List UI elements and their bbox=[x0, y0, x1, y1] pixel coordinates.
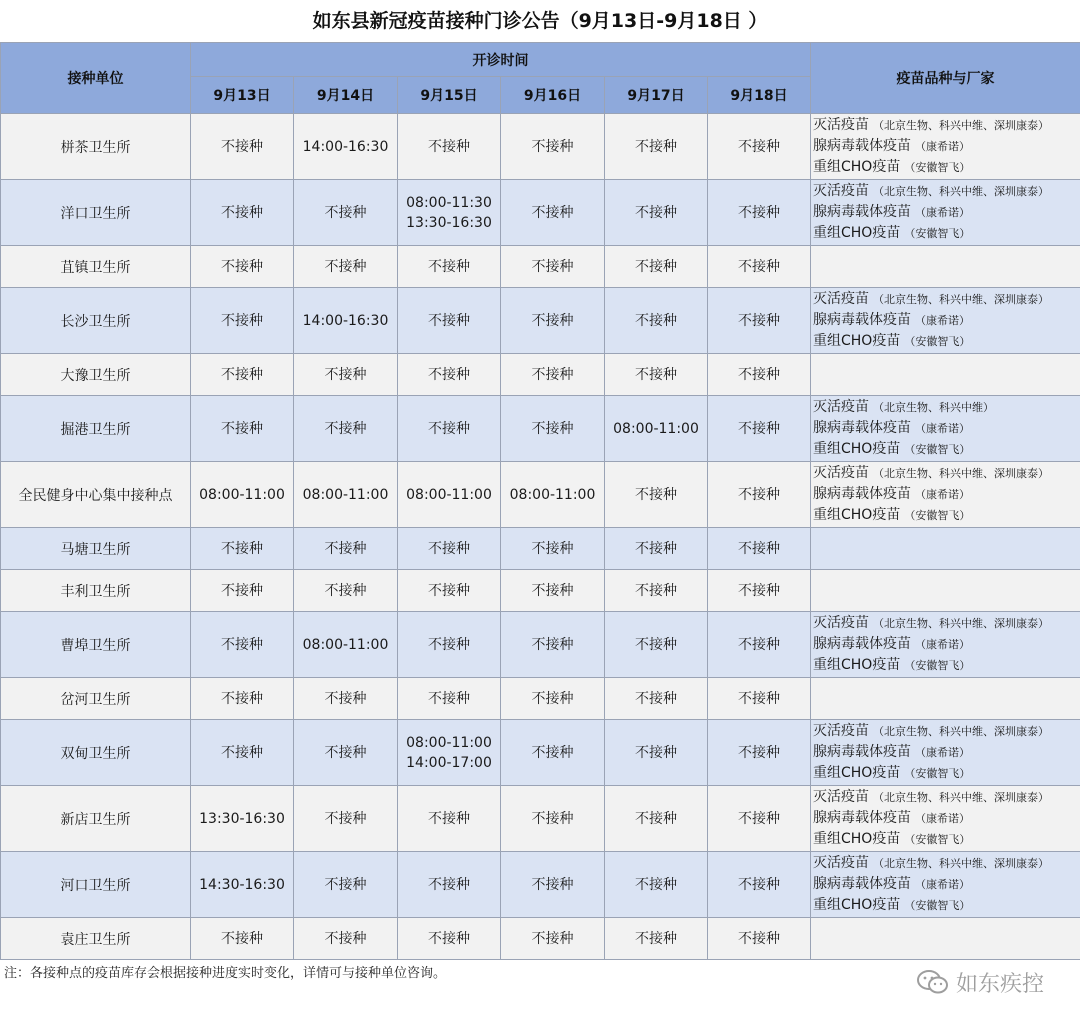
vaccine-line bbox=[813, 721, 1080, 742]
time-cell: 08:00-11:00 bbox=[294, 612, 398, 678]
vaccine-cell bbox=[811, 612, 1080, 678]
vaccine-maker: （安徽智飞） bbox=[904, 161, 971, 174]
unit-name: 岔河卫生所 bbox=[1, 678, 191, 720]
time-cell: 08:00-11:00 bbox=[294, 462, 398, 528]
vaccine-name: 重组CHO疫苗 bbox=[813, 159, 901, 175]
vaccine-line bbox=[813, 157, 1080, 178]
time-cell: 08:00-11:00 bbox=[501, 462, 605, 528]
time-cell: 不接种 bbox=[191, 720, 294, 786]
time-cell: 不接种 bbox=[708, 612, 811, 678]
header-date: 9月16日 bbox=[501, 77, 605, 114]
time-cell: 不接种 bbox=[398, 114, 501, 180]
vaccine-name: 重组CHO疫苗 bbox=[813, 507, 901, 523]
vaccine-maker: （安徽智飞） bbox=[904, 659, 971, 672]
table-row bbox=[1, 114, 1080, 180]
time-cell: 不接种 bbox=[398, 918, 501, 960]
unit-name: 全民健身中心集中接种点 bbox=[1, 462, 191, 528]
unit-name: 双甸卫生所 bbox=[1, 720, 191, 786]
time-cell: 不接种 bbox=[605, 288, 708, 354]
vaccine-cell bbox=[811, 852, 1080, 918]
vaccine-name: 灭活疫苗 bbox=[813, 291, 869, 307]
vaccine-name: 重组CHO疫苗 bbox=[813, 765, 901, 781]
time-cell: 不接种 bbox=[294, 180, 398, 246]
vaccine-maker: （北京生物、科兴中维、深圳康泰） bbox=[873, 857, 1049, 870]
vaccine-cell bbox=[811, 396, 1080, 462]
unit-name: 洋口卫生所 bbox=[1, 180, 191, 246]
time-cell: 不接种 bbox=[398, 528, 501, 570]
time-cell: 不接种 bbox=[605, 570, 708, 612]
unit-name: 曹埠卫生所 bbox=[1, 612, 191, 678]
vaccine-maker: （北京生物、科兴中维、深圳康泰） bbox=[873, 119, 1049, 132]
vaccine-line bbox=[813, 484, 1080, 505]
time-cell: 不接种 bbox=[708, 570, 811, 612]
time-cell: 不接种 bbox=[501, 528, 605, 570]
time-cell: 不接种 bbox=[605, 678, 708, 720]
unit-name: 袁庄卫生所 bbox=[1, 918, 191, 960]
time-cell: 14:30-16:30 bbox=[191, 852, 294, 918]
vaccine-line bbox=[813, 853, 1080, 874]
table-row bbox=[1, 246, 1080, 288]
vaccine-maker: （北京生物、科兴中维） bbox=[873, 401, 994, 414]
vaccine-maker: （康希诺） bbox=[915, 638, 970, 651]
header-date: 9月17日 bbox=[605, 77, 708, 114]
vaccine-line bbox=[813, 829, 1080, 850]
vaccine-cell bbox=[811, 528, 1080, 570]
vaccine-name: 腺病毒载体疫苗 bbox=[813, 420, 911, 436]
schedule-body bbox=[1, 114, 1080, 960]
time-cell: 不接种 bbox=[398, 786, 501, 852]
table-row bbox=[1, 180, 1080, 246]
table-row bbox=[1, 918, 1080, 960]
time-cell: 08:00-11:00 14:00-17:00 bbox=[398, 720, 501, 786]
vaccine-maker: （安徽智飞） bbox=[904, 509, 971, 522]
time-cell: 14:00-16:30 bbox=[294, 288, 398, 354]
vaccine-cell bbox=[811, 570, 1080, 612]
vaccine-maker: （安徽智飞） bbox=[904, 227, 971, 240]
table-row bbox=[1, 396, 1080, 462]
vaccine-name: 重组CHO疫苗 bbox=[813, 897, 901, 913]
vaccine-line bbox=[813, 613, 1080, 634]
time-cell: 不接种 bbox=[501, 114, 605, 180]
time-cell: 不接种 bbox=[501, 720, 605, 786]
header-date: 9月13日 bbox=[191, 77, 294, 114]
table-row bbox=[1, 612, 1080, 678]
vaccine-maker: （安徽智飞） bbox=[904, 767, 971, 780]
vaccine-line bbox=[813, 763, 1080, 784]
vaccine-line bbox=[813, 310, 1080, 331]
vaccine-line bbox=[813, 136, 1080, 157]
time-cell: 不接种 bbox=[398, 852, 501, 918]
time-cell: 不接种 bbox=[191, 612, 294, 678]
time-cell: 不接种 bbox=[501, 180, 605, 246]
time-cell: 不接种 bbox=[294, 246, 398, 288]
vaccine-maker: （康希诺） bbox=[915, 422, 970, 435]
time-cell: 不接种 bbox=[501, 918, 605, 960]
vaccine-name: 重组CHO疫苗 bbox=[813, 831, 901, 847]
vaccine-maker: （康希诺） bbox=[915, 812, 970, 825]
time-cell: 不接种 bbox=[605, 612, 708, 678]
unit-name: 掘港卫生所 bbox=[1, 396, 191, 462]
table-row bbox=[1, 288, 1080, 354]
vaccine-line bbox=[813, 289, 1080, 310]
vaccine-line bbox=[813, 505, 1080, 526]
unit-name: 栟茶卫生所 bbox=[1, 114, 191, 180]
time-cell: 不接种 bbox=[501, 246, 605, 288]
vaccine-cell bbox=[811, 114, 1080, 180]
vaccine-line bbox=[813, 202, 1080, 223]
time-cell: 不接种 bbox=[191, 246, 294, 288]
vaccine-name: 灭活疫苗 bbox=[813, 723, 869, 739]
vaccine-name: 腺病毒载体疫苗 bbox=[813, 312, 911, 328]
time-cell: 不接种 bbox=[398, 678, 501, 720]
time-cell: 不接种 bbox=[294, 918, 398, 960]
vaccine-maker: （康希诺） bbox=[915, 488, 970, 501]
vaccine-line bbox=[813, 787, 1080, 808]
vaccine-name: 灭活疫苗 bbox=[813, 789, 869, 805]
time-cell: 不接种 bbox=[605, 786, 708, 852]
time-cell: 不接种 bbox=[398, 396, 501, 462]
vaccine-line bbox=[813, 115, 1080, 136]
time-cell: 不接种 bbox=[191, 570, 294, 612]
time-cell: 不接种 bbox=[708, 720, 811, 786]
vaccine-name: 腺病毒载体疫苗 bbox=[813, 486, 911, 502]
vaccine-line bbox=[813, 874, 1080, 895]
time-cell: 不接种 bbox=[191, 678, 294, 720]
vaccine-name: 腺病毒载体疫苗 bbox=[813, 876, 911, 892]
header-date: 9月15日 bbox=[398, 77, 501, 114]
vaccine-line bbox=[813, 742, 1080, 763]
vaccine-name: 腺病毒载体疫苗 bbox=[813, 810, 911, 826]
vaccine-name: 腺病毒载体疫苗 bbox=[813, 138, 911, 154]
time-cell: 不接种 bbox=[708, 678, 811, 720]
table-row bbox=[1, 852, 1080, 918]
unit-name: 大豫卫生所 bbox=[1, 354, 191, 396]
vaccine-cell bbox=[811, 462, 1080, 528]
unit-name: 新店卫生所 bbox=[1, 786, 191, 852]
time-cell: 不接种 bbox=[294, 720, 398, 786]
unit-name: 河口卫生所 bbox=[1, 852, 191, 918]
vaccine-cell bbox=[811, 918, 1080, 960]
time-cell: 不接种 bbox=[191, 354, 294, 396]
vaccine-name: 重组CHO疫苗 bbox=[813, 225, 901, 241]
time-cell: 不接种 bbox=[501, 354, 605, 396]
vaccine-line bbox=[813, 418, 1080, 439]
vaccine-line bbox=[813, 331, 1080, 352]
vaccine-maker: （康希诺） bbox=[915, 314, 970, 327]
time-cell: 14:00-16:30 bbox=[294, 114, 398, 180]
table-row bbox=[1, 354, 1080, 396]
time-cell: 不接种 bbox=[605, 720, 708, 786]
vaccine-name: 重组CHO疫苗 bbox=[813, 657, 901, 673]
vaccine-maker: （北京生物、科兴中维、深圳康泰） bbox=[873, 791, 1049, 804]
table-row bbox=[1, 462, 1080, 528]
vaccine-line bbox=[813, 895, 1080, 916]
time-cell: 不接种 bbox=[501, 852, 605, 918]
table-row bbox=[1, 720, 1080, 786]
vaccine-cell bbox=[811, 246, 1080, 288]
wechat-icon bbox=[916, 968, 950, 996]
time-cell: 不接种 bbox=[398, 246, 501, 288]
header-open-time: 开诊时间 bbox=[191, 43, 811, 77]
header-unit: 接种单位 bbox=[1, 43, 191, 114]
vaccine-line bbox=[813, 463, 1080, 484]
time-cell: 不接种 bbox=[501, 612, 605, 678]
time-cell: 不接种 bbox=[605, 462, 708, 528]
table-row bbox=[1, 786, 1080, 852]
vaccine-cell bbox=[811, 354, 1080, 396]
time-cell: 不接种 bbox=[708, 918, 811, 960]
time-cell: 不接种 bbox=[191, 918, 294, 960]
time-cell: 不接种 bbox=[398, 288, 501, 354]
time-cell: 13:30-16:30 bbox=[191, 786, 294, 852]
vaccine-cell bbox=[811, 678, 1080, 720]
vaccine-line bbox=[813, 223, 1080, 244]
table-row bbox=[1, 678, 1080, 720]
time-cell: 不接种 bbox=[191, 528, 294, 570]
vaccine-name: 灭活疫苗 bbox=[813, 855, 869, 871]
vaccine-line bbox=[813, 397, 1080, 418]
time-cell: 不接种 bbox=[708, 246, 811, 288]
unit-name: 马塘卫生所 bbox=[1, 528, 191, 570]
time-cell: 08:00-11:00 bbox=[191, 462, 294, 528]
vaccine-line bbox=[813, 181, 1080, 202]
time-cell: 不接种 bbox=[708, 114, 811, 180]
vaccine-name: 灭活疫苗 bbox=[813, 399, 869, 415]
vaccine-maker: （安徽智飞） bbox=[904, 899, 971, 912]
vaccine-cell bbox=[811, 180, 1080, 246]
time-cell: 不接种 bbox=[605, 852, 708, 918]
vaccine-line bbox=[813, 439, 1080, 460]
vaccine-name: 灭活疫苗 bbox=[813, 465, 869, 481]
header-date: 9月14日 bbox=[294, 77, 398, 114]
vaccine-maker: （安徽智飞） bbox=[904, 335, 971, 348]
vaccine-maker: （北京生物、科兴中维、深圳康泰） bbox=[873, 617, 1049, 630]
time-cell: 不接种 bbox=[398, 570, 501, 612]
vaccine-name: 重组CHO疫苗 bbox=[813, 441, 901, 457]
time-cell: 不接种 bbox=[294, 786, 398, 852]
time-cell: 不接种 bbox=[191, 396, 294, 462]
time-cell: 不接种 bbox=[294, 570, 398, 612]
time-cell: 不接种 bbox=[708, 396, 811, 462]
vaccine-maker: （北京生物、科兴中维、深圳康泰） bbox=[873, 185, 1049, 198]
vaccine-name: 腺病毒载体疫苗 bbox=[813, 744, 911, 760]
vaccine-maker: （康希诺） bbox=[915, 206, 970, 219]
vaccine-line bbox=[813, 655, 1080, 676]
schedule-table bbox=[0, 42, 1080, 960]
time-cell: 不接种 bbox=[605, 180, 708, 246]
header-vaccine: 疫苗品种与厂家 bbox=[811, 43, 1080, 114]
time-cell: 不接种 bbox=[605, 918, 708, 960]
time-cell: 不接种 bbox=[605, 354, 708, 396]
vaccine-maker: （康希诺） bbox=[915, 140, 970, 153]
time-cell: 08:00-11:30 13:30-16:30 bbox=[398, 180, 501, 246]
brand-watermark bbox=[916, 964, 1044, 1000]
time-cell: 不接种 bbox=[501, 678, 605, 720]
vaccine-name: 灭活疫苗 bbox=[813, 183, 869, 199]
time-cell: 不接种 bbox=[191, 180, 294, 246]
vaccine-maker: （康希诺） bbox=[915, 878, 970, 891]
vaccine-name: 重组CHO疫苗 bbox=[813, 333, 901, 349]
unit-name: 丰利卫生所 bbox=[1, 570, 191, 612]
vaccine-maker: （安徽智飞） bbox=[904, 833, 971, 846]
page-title: 如东县新冠疫苗接种门诊公告（9月13日-9月18日 ） bbox=[312, 10, 768, 32]
time-cell: 不接种 bbox=[501, 396, 605, 462]
header-date: 9月18日 bbox=[708, 77, 811, 114]
time-cell: 不接种 bbox=[191, 114, 294, 180]
unit-name: 长沙卫生所 bbox=[1, 288, 191, 354]
vaccine-line bbox=[813, 634, 1080, 655]
unit-name: 苴镇卫生所 bbox=[1, 246, 191, 288]
time-cell: 不接种 bbox=[708, 786, 811, 852]
time-cell: 不接种 bbox=[398, 354, 501, 396]
vaccine-maker: （北京生物、科兴中维、深圳康泰） bbox=[873, 293, 1049, 306]
time-cell: 不接种 bbox=[501, 786, 605, 852]
vaccine-name: 灭活疫苗 bbox=[813, 615, 869, 631]
time-cell: 不接种 bbox=[708, 354, 811, 396]
time-cell: 08:00-11:00 bbox=[605, 396, 708, 462]
vaccine-maker: （北京生物、科兴中维、深圳康泰） bbox=[873, 467, 1049, 480]
time-cell: 不接种 bbox=[605, 246, 708, 288]
time-cell: 不接种 bbox=[708, 288, 811, 354]
vaccine-cell bbox=[811, 786, 1080, 852]
time-cell: 不接种 bbox=[605, 528, 708, 570]
vaccine-maker: （安徽智飞） bbox=[904, 443, 971, 456]
time-cell: 不接种 bbox=[294, 354, 398, 396]
table-row bbox=[1, 570, 1080, 612]
vaccine-line bbox=[813, 808, 1080, 829]
vaccine-name: 腺病毒载体疫苗 bbox=[813, 636, 911, 652]
time-cell: 08:00-11:00 bbox=[398, 462, 501, 528]
time-cell: 不接种 bbox=[398, 612, 501, 678]
time-cell: 不接种 bbox=[294, 852, 398, 918]
vaccine-maker: （北京生物、科兴中维、深圳康泰） bbox=[873, 725, 1049, 738]
time-cell: 不接种 bbox=[294, 678, 398, 720]
time-cell: 不接种 bbox=[708, 528, 811, 570]
table-row bbox=[1, 528, 1080, 570]
vaccine-name: 灭活疫苗 bbox=[813, 117, 869, 133]
time-cell: 不接种 bbox=[294, 396, 398, 462]
brand-text: 如东疾控 bbox=[955, 971, 1044, 997]
time-cell: 不接种 bbox=[294, 528, 398, 570]
time-cell: 不接种 bbox=[501, 570, 605, 612]
vaccine-maker: （康希诺） bbox=[915, 746, 970, 759]
vaccine-cell bbox=[811, 720, 1080, 786]
vaccine-name: 腺病毒载体疫苗 bbox=[813, 204, 911, 220]
time-cell: 不接种 bbox=[708, 462, 811, 528]
time-cell: 不接种 bbox=[605, 114, 708, 180]
time-cell: 不接种 bbox=[191, 288, 294, 354]
time-cell: 不接种 bbox=[708, 852, 811, 918]
footnote: 注：各接种点的疫苗库存会根据接种进度实时变化，详情可与接种单位咨询。 bbox=[4, 966, 447, 981]
vaccine-cell bbox=[811, 288, 1080, 354]
time-cell: 不接种 bbox=[708, 180, 811, 246]
time-cell: 不接种 bbox=[501, 288, 605, 354]
